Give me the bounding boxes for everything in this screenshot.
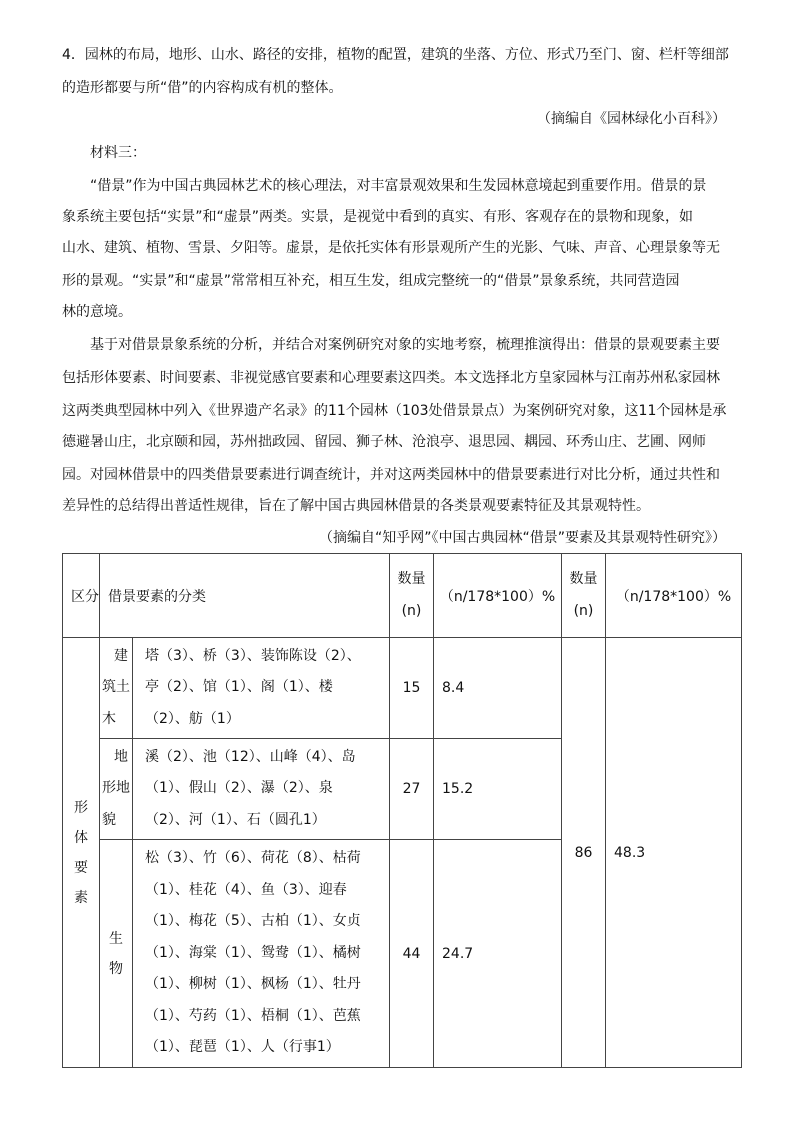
item-line: （1）、梅花（5）、古柏（1）、女贞	[145, 913, 361, 930]
material-heading: 材料三：	[90, 145, 146, 161]
sub-line: 物	[109, 960, 123, 977]
item-line: （1）、琵琶（1）、人（行事1）	[145, 1039, 340, 1056]
para-a-line-3: 山水、建筑、植物、雪景、夕阳等。虚景，是依托实体有形景观所产生的光影、气味、声音、心理景象等无	[62, 240, 720, 256]
header-percent-2: （n/178*100）%	[606, 554, 742, 638]
sub-organisms	[100, 840, 133, 1068]
para-b-line-6: 差异性的总结得出普适性规律，旨在了解中国古典园林借景的各类景观要素特征及其景观特性。	[62, 498, 650, 514]
items-architecture	[133, 638, 390, 739]
header-classification: 借景要素的分类	[100, 554, 390, 638]
item-line: （1）、假山（2）、瀑（2）、泉	[145, 780, 333, 797]
para-b-line-1: 基于对借景景象系统的分析，并结合对案例研究对象的实地考察，梳理推演得出：借景的景观要素主要	[90, 337, 720, 353]
item4-line-1: 4．园林的布局，地形、山水、路径的安排，植物的配置，建筑的坐落、方位、形式乃至门、窗、栏杆等细部	[62, 47, 729, 63]
group-shape-elements	[63, 638, 100, 1068]
sub-architecture	[100, 638, 133, 739]
sub-line: 建	[114, 647, 128, 664]
items-organisms	[133, 840, 390, 1068]
header-percent-1: （n/178*100）%	[434, 554, 562, 638]
header-count-1-line-1: 数量	[397, 571, 426, 587]
table-header-row	[63, 554, 742, 638]
header-count-2-line-1: 数量	[569, 571, 598, 587]
para-b-line-2: 包括形体要素、时间要素、非视觉感官要素和心理要素这四类。本文选择北方皇家园林与江南苏州私家园林	[62, 370, 720, 386]
item-line: （1）、芍药（1）、梧桐（1）、芭蕉	[145, 1007, 361, 1024]
items-terrain	[133, 739, 390, 840]
group-percent: 48.3	[606, 638, 742, 1068]
count-organisms: 44	[390, 840, 434, 1068]
table-row	[63, 638, 742, 739]
count-terrain: 27	[390, 739, 434, 840]
para-b-line-5: 园。对园林借景中的四类借景要素进行调查统计，并对这两类园林中的借景要素进行对比分析，通过共性和	[62, 467, 720, 483]
item4-line-2: 的造形都要与所“借”的内容构成有机的整体。	[62, 80, 343, 96]
para-b-line-4: 德避暑山庄，北京颐和园，苏州拙政园、留园、狮子林、沧浪亭、退思园、耦园、环秀山庄、艺圃、网师	[62, 434, 706, 450]
sub-line: 形地	[102, 780, 130, 797]
sub-terrain	[100, 739, 133, 840]
item-line: （2）、舫（1）	[145, 710, 240, 727]
para-a-line-5: 林的意境。	[62, 304, 132, 320]
para-b-line-3: 这两类典型园林中列入《世界遗产名录》的11个园林（103处借景景点）为案例研究对象，这11个园林是承	[62, 403, 727, 419]
header-count-2	[562, 554, 606, 638]
item-line: （1）、桂花（4）、鱼（3）、迎春	[145, 881, 347, 898]
para-a-line-4: 形的景观。“实景”和“虚景”常常相互补充，相互生发，组成完整统一的“借景”景象系统，共同营造园	[62, 273, 680, 289]
sub-line: 貌	[102, 811, 116, 828]
header-count-1-line-2: (n)	[401, 602, 422, 619]
percent-architecture: 8.4	[434, 638, 562, 739]
header-count-2-line-2: (n)	[573, 602, 594, 619]
item-line: 亭（2）、馆（1）、阁（1）、楼	[145, 679, 333, 696]
header-category: 区分	[63, 554, 100, 638]
percent-organisms: 24.7	[434, 840, 562, 1068]
group-char-2: 体	[74, 829, 88, 846]
sub-line: 木	[102, 710, 116, 727]
group-count: 86	[562, 638, 606, 1068]
item-line: 松（3）、竹（6）、荷花（8）、枯荷	[145, 850, 361, 867]
para-a-line-1: “借景”作为中国古典园林艺术的核心理法，对丰富景观效果和生发园林意境起到重要作用。借景的景	[90, 178, 707, 194]
sub-line: 地	[114, 748, 128, 765]
count-architecture: 15	[390, 638, 434, 739]
source-citation-1: （摘编自《园林绿化小百科》）	[537, 111, 726, 127]
sub-line: 筑土	[102, 679, 130, 696]
sub-line: 生	[109, 930, 123, 947]
percent-terrain: 15.2	[434, 739, 562, 840]
group-char-1: 形	[74, 799, 88, 816]
header-count-1	[390, 554, 434, 638]
item-line: （2）、河（1）、石（圆孔1）	[145, 811, 326, 828]
item-line: 溪（2）、池（12）、山峰（4）、岛	[145, 748, 356, 765]
elements-table	[62, 553, 742, 1068]
para-a-line-2: 象系统主要包括“实景”和“虚景”两类。实景，是视觉中看到的真实、有形、客观存在的景物和现象，如	[62, 209, 694, 225]
source-citation-2: （摘编自“知乎网”《中国古典园林“借景”要素及其景观特性研究》）	[318, 530, 726, 546]
group-char-4: 素	[74, 889, 88, 906]
item-line: （1）、海棠（1）、鸳鸯（1）、橘树	[145, 944, 361, 961]
item-line: 塔（3）、桥（3）、装饰陈设（2）、	[145, 647, 361, 664]
item-line: （1）、柳树（1）、枫杨（1）、牡丹	[145, 976, 361, 993]
group-char-3: 要	[74, 859, 88, 876]
